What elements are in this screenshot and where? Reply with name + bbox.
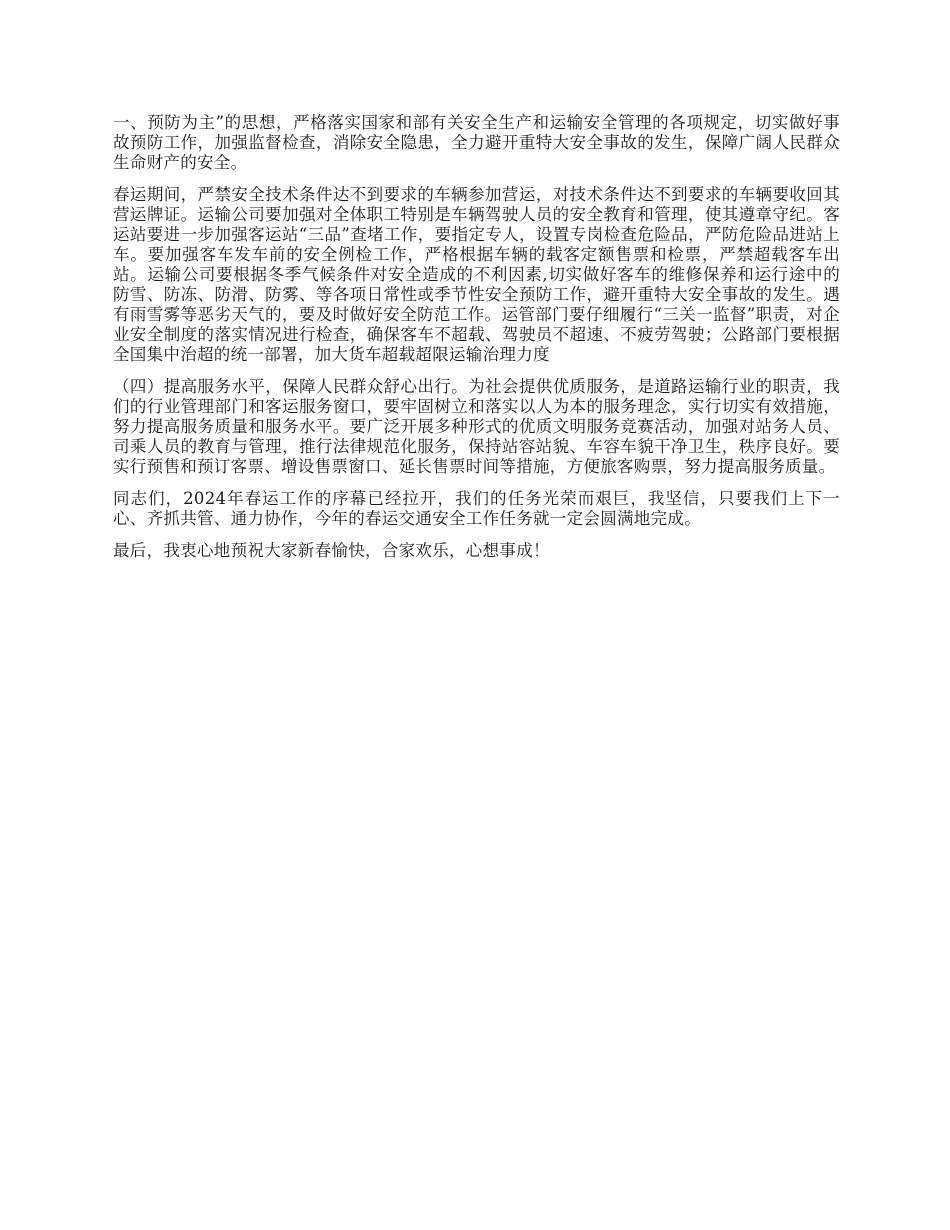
document-body bbox=[113, 113, 840, 573]
paragraph-accident-prevention: 一、预防为主”的思想，严格落实国家和部有关安全生产和运输安全管理的各项规定，切实做好事故预防工作，加强监督检查，消除安全隐患，全力避开重特大安全事故的发生，保障广阔人民群众生命财产的安全。 bbox=[113, 113, 840, 172]
paragraph-closing-wishes: 最后，我衷心地预祝大家新春愉快，合家欢乐，心想事成！ bbox=[113, 541, 550, 560]
paragraph-vehicle-safety: 春运期间，严禁安全技术条件达不到要求的车辆参加营运，对技术条件达不到要求的车辆要收回其营运牌证。运输公司要加强对全体职工特别是车辆驾驶人员的安全教育和管理，使其遵章守纪。客运站要进一步加强客运站“三品”查堵工作，要指定专人，设置专岗检查危险品，严防危险品进站上车。要加强客车发车前的安全例检工作，严格根据车辆的载客定额售票和检票，严禁超载客车出站。运输公司要根据冬季气候条件对安全造成的不利因素,切实做好客车的维修保养和运行途中的防雪、防冻、防滑、防雾、等各项日常性或季节性安全预防工作，避开重特大安全事故的发生。遇有雨雪雾等恶劣天气的，要及时做好安全防范工作。运管部门要仔细履行“三关一监督”职责，对企业安全制度的落实情况进行检查，确保客车不超载、驾驶员不超速、不疲劳驾驶；公路部门要根据全国集中治超的统一部署，加大货车超载超限运输治理力度 bbox=[113, 185, 840, 364]
paragraph-comrades: 同志们，2024年春运工作的序幕已经拉开，我们的任务光荣而艰巨，我坚信，只要我们上下一心、齐抓共管、通力协作，今年的春运交通安全工作任务就一定会圆满地完成。 bbox=[113, 489, 840, 528]
paragraph-service-level: （四）提高服务水平，保障人民群众舒心出行。为社会提供优质服务，是道路运输行业的职责，我们的行业管理部门和客运服务窗口，要牢固树立和落实以人为本的服务理念，实行切实有效措施，努力提高服务质量和服务水平。要广泛开展多种形式的优质文明服务竞赛活动，加强对站务人员、司乘人员的教育与管理，推行法律规范化服务，保持站容站貌、车容车貌干净卫生，秩序良好。要实行预售和预订客票、增设售票窗口、延长售票时间等措施，方便旅客购票，努力提高服务质量。 bbox=[113, 377, 840, 476]
